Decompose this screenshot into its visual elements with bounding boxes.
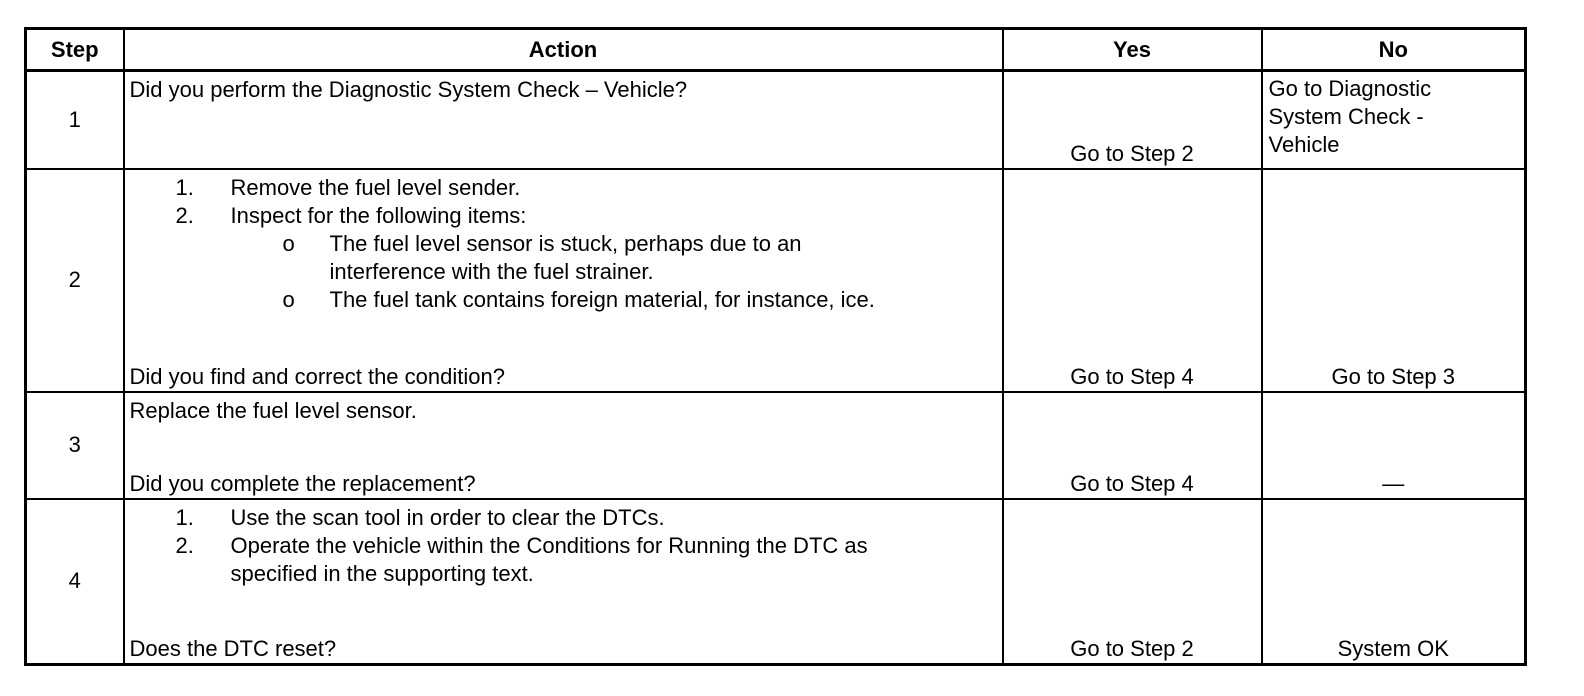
table-header-row [26,29,1526,71]
table-row [26,71,1526,169]
step-number: 2 [26,169,124,392]
bullet-item-text: The fuel tank contains foreign material, for instance, ice. [329,286,875,312]
list-number: 2. [175,532,194,558]
diagnostic-table [24,27,1527,666]
list-item [130,174,998,202]
list-item-text: Use the scan tool in order to clear the DTCs. [230,504,665,530]
list-item-text: Operate the vehicle within the Conditions for Running the DTC as specified in the supporting text. [230,532,868,586]
no-cell: Go to Diagnostic System Check - Vehicle [1262,71,1526,169]
action-cell [124,499,1003,665]
table-row [26,392,1526,499]
list-item [130,202,998,314]
no-cell: Go to Step 3 [1262,169,1526,392]
action-text: Replace the fuel level sensor. [129,397,417,423]
bullet-list [130,230,998,314]
list-number: 1. [175,174,194,200]
list-item [130,504,998,532]
table-row [26,169,1526,392]
bullet-item [231,230,998,286]
action-cell [124,169,1003,392]
no-cell: — [1262,392,1526,499]
action-question: Did you complete the replacement? [129,470,476,496]
numbered-list [130,504,998,588]
list-number: 2. [175,202,194,228]
step-number: 1 [26,71,124,169]
action-question: Does the DTC reset? [129,635,337,661]
action-question: Did you find and correct the condition? [129,363,505,389]
column-header-yes: Yes [1003,29,1262,71]
bullet-marker: o [282,286,295,312]
action-cell [124,71,1003,169]
list-item-text: Remove the fuel level sender. [230,174,521,200]
list-item [130,532,998,588]
list-item-text: Inspect for the following items: [230,202,527,228]
action-text: Did you perform the Diagnostic System Check – Vehicle? [129,77,688,102]
no-cell: System OK [1262,499,1526,665]
bullet-marker: o [282,230,295,256]
yes-cell: Go to Step 4 [1003,169,1262,392]
column-header-action: Action [124,29,1003,71]
bullet-item [231,286,998,314]
table-row [26,499,1526,665]
action-cell [124,392,1003,499]
numbered-list [130,174,998,314]
yes-cell: Go to Step 4 [1003,392,1262,499]
bullet-item-text: The fuel level sensor is stuck, perhaps due to an interference with the fuel strainer. [329,230,802,284]
column-header-no: No [1262,29,1526,71]
column-header-step: Step [26,29,124,71]
list-number: 1. [175,504,194,530]
yes-cell: Go to Step 2 [1003,499,1262,665]
yes-cell: Go to Step 2 [1003,71,1262,169]
step-number: 4 [26,499,124,665]
step-number: 3 [26,392,124,499]
